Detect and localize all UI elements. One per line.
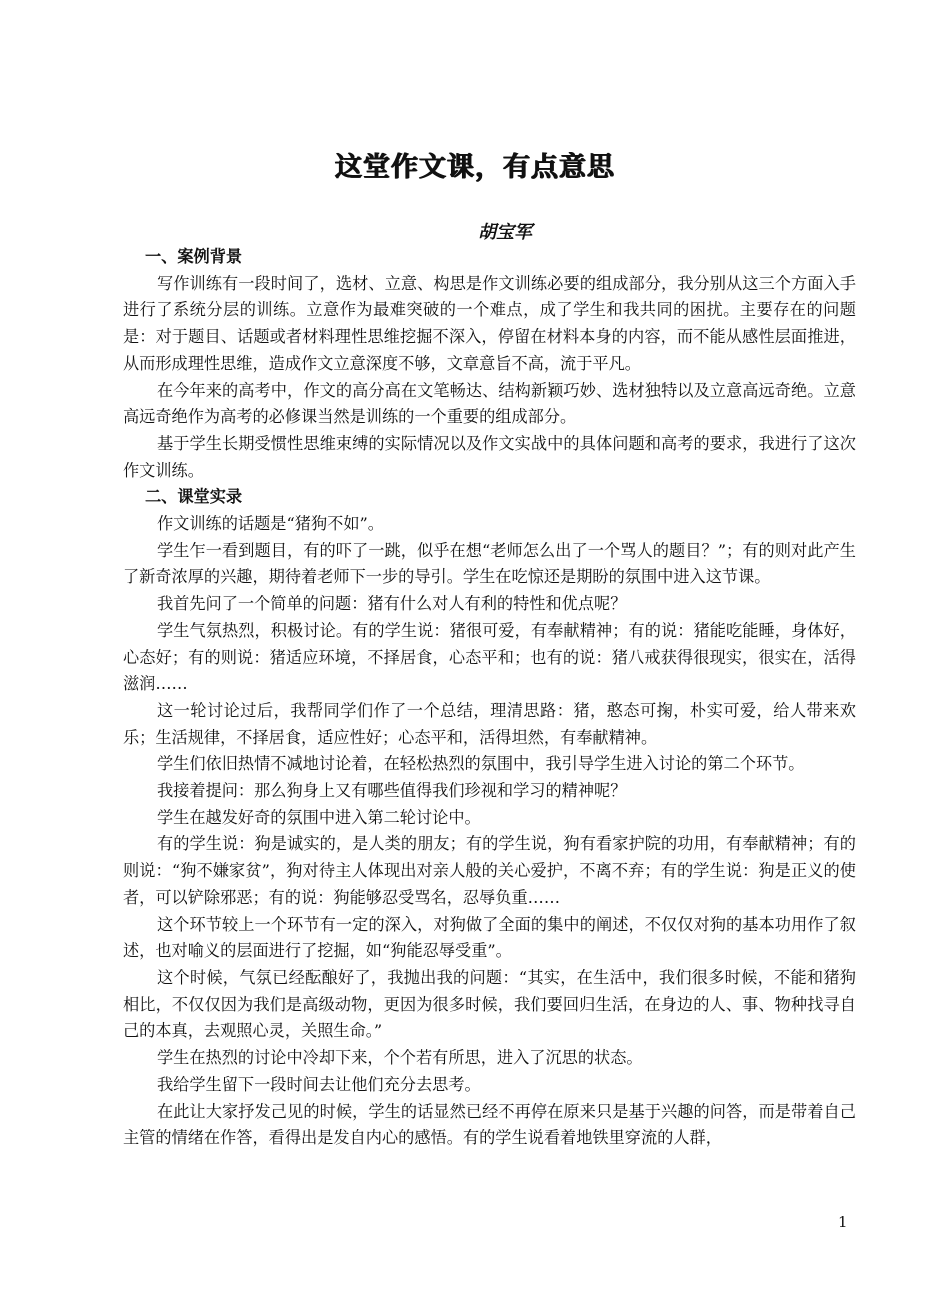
paragraph: 学生气氛热烈，积极讨论。有的学生说：猪很可爱，有奉献精神；有的说：猪能吃能睡，身体好，心态好；有的则说：猪适应环境，不择居食，心态平和；也有的说：猪八戒获得很现实，很实在，活得滋润…… [123, 620, 856, 694]
paragraph: 学生乍一看到题目，有的吓了一跳，似乎在想“老师怎么出了一个骂人的题目？”；有的则对此产生了新奇浓厚的兴趣，期待着老师下一步的导引。学生在吃惊还是期盼的氛围中进入这节课。 [123, 540, 856, 587]
paragraph: 我首先问了一个简单的问题：猪有什么对人有利的特性和优点呢？ [157, 594, 627, 614]
paragraph: 学生们依旧热情不减地讨论着，在轻松热烈的氛围中，我引导学生进入讨论的第二个环节。 [157, 754, 805, 774]
paragraph: 在此让大家抒发己见的时候，学生的话显然已经不再停在原来只是基于兴趣的问答，而是带着自己主管的情绪在作答，看得出是发自内心的感悟。有的学生说看着地铁里穿流的人群， [123, 1101, 856, 1148]
paragraph: 作文训练的话题是“猪狗不如”。 [157, 514, 384, 534]
paragraph: 基于学生长期受惯性思维束缚的实际情况以及作文实战中的具体问题和高考的要求，我进行了这次作文训练。 [123, 433, 856, 480]
paragraph: 这个时候，气氛已经酝酿好了，我抛出我的问题：“其实，在生活中，我们很多时候，不能和猪狗相比，不仅仅因为我们是高级动物，更因为很多时候，我们要回归生活，在身边的人、事、物种找寻自己的本真，去观照心灵，关照生命。” [123, 967, 856, 1041]
paragraph: 我给学生留下一段时间去让他们充分去思考。 [157, 1074, 481, 1094]
paragraph: 这个环节较上一个环节有一定的深入，对狗做了全面的集中的阐述，不仅仅对狗的基本功用作了叙述，也对喻义的层面进行了挖掘，如“狗能忍辱受重”。 [123, 914, 856, 961]
paragraph: 学生在热烈的讨论中冷却下来，个个若有所思，进入了沉思的状态。 [157, 1048, 643, 1068]
section-heading: 二、课堂实录 [145, 487, 243, 507]
author-name: 胡宝军 [478, 222, 532, 243]
paragraph: 写作训练有一段时间了，选材、立意、构思是作文训练必要的组成部分，我分别从这三个方面入手进行了系统分层的训练。立意作为最难突破的一个难点，成了学生和我共同的困扰。主要存在的问题是：对于题目、话题或者材料理性思维挖掘不深入，停留在材料本身的内容，而不能从感性层面推进，从而形成理性思维，造成作文立意深度不够，文章意旨不高，流于平凡。 [123, 273, 856, 373]
paragraph: 我接着提问：那么狗身上又有哪些值得我们珍视和学习的精神呢？ [157, 781, 627, 801]
paragraph: 有的学生说：狗是诚实的，是人类的朋友；有的学生说，狗有看家护院的功用，有奉献精神；有的则说：“狗不嫌家贫”，狗对待主人体现出对亲人般的关心爱护，不离不弃；有的学生说：狗是正义的使者，可以铲除邪恶；有的说：狗能够忍受骂名，忍辱负重…… [123, 834, 856, 907]
paragraph: 学生在越发好奇的氛围中进入第二轮讨论中。 [157, 807, 481, 827]
paragraph: 在今年来的高考中，作文的高分高在文笔畅达、结构新颖巧妙、选材独特以及立意高远奇绝。立意高远奇绝作为高考的必修课当然是训练的一个重要的组成部分。 [123, 380, 856, 427]
page-number: 1 [838, 1213, 848, 1231]
paragraph: 这一轮讨论过后，我帮同学们作了一个总结，理清思路：猪，憨态可掬，朴实可爱，给人带来欢乐；生活规律，不择居食，适应性好；心态平和，活得坦然，有奉献精神。 [123, 700, 856, 747]
document-title: 这堂作文课，有点意思 [335, 152, 615, 183]
section-heading: 一、案例背景 [145, 247, 243, 266]
document-body [123, 244, 856, 1152]
